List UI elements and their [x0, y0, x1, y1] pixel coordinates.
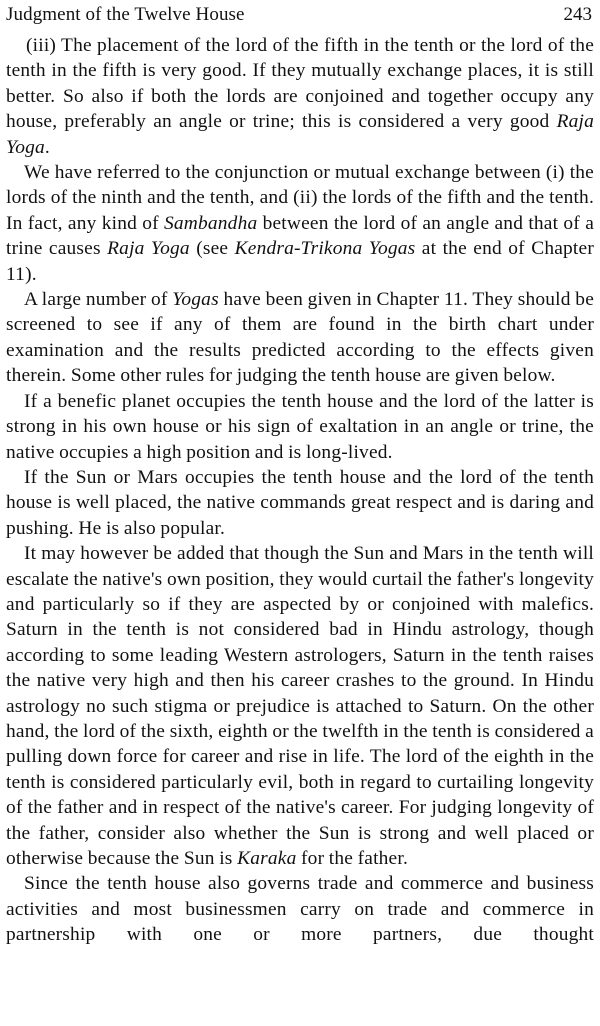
text-run: have been given in Chapter 11. They should be screened to see if any of them are found in the birth chart under examination and the results predicted according to the effects given therein. Some other rules for judging the tenth house are given below.	[6, 289, 594, 387]
text-run: (iii) The placement of the lord of the fifth in the tenth or the lord of the tenth in the fifth is very good. If they mutually exchange places, it is still better. So also if both the lords are conjoined and together occupy any house, preferably an angle or trine; this is considered a very good	[6, 35, 594, 133]
running-title: Judgment of the Twelve House	[6, 4, 245, 25]
paragraph-7	[6, 871, 594, 947]
italic-term: Raja Yoga	[6, 111, 594, 158]
page-number: 243	[563, 4, 592, 25]
paragraph-2	[6, 160, 594, 287]
italic-term: Yogas	[172, 289, 219, 311]
text-run: for the father.	[296, 848, 408, 869]
text-run: It may however be added that though the Sun and Mars in the tenth will escalate the native's own position, they would curtail the father's longevity and particularly so if they are aspected by or conjoined with malefics. Saturn in the tenth is not considered bad in Hindu astrology, though according to some leading Western astrologers, Saturn in the tenth raises the native very high and then his career crashes to the ground. In Hindu astrology no such stigma or prejudice is attached to Saturn. On the other hand, the lord of the sixth, eighth or the twelfth in the tenth is considered a pulling down force for career and rise in life. The lord of the eighth in the tenth is considered particularly evil, both in regard to curtailing longevity of the father and in respect of the native's career. For judging longevity of the father, consider also whether the Sun is strong and well placed or otherwise because the Sun is	[6, 543, 594, 869]
text-run: We have referred to the conjunction or mutual exchange between (i) the lords of the ninth and the tenth, and (ii) the lords of the fifth and the tenth. In fact, any kind of	[6, 162, 594, 234]
paragraph-1	[6, 33, 594, 160]
text-run: between the lord of an angle and that of a trine causes	[6, 212, 594, 260]
text-run: A large number of	[24, 289, 173, 311]
text-run: at the end of Chapter 11).	[6, 238, 594, 285]
italic-term: Sambandha	[164, 212, 258, 234]
italic-term: Karaka	[237, 848, 297, 869]
text-run: (see	[189, 238, 235, 260]
italic-term: Raja Yoga	[107, 238, 190, 260]
paragraph-3	[6, 287, 594, 389]
italic-term: Kendra-Trikona Yogas	[234, 238, 416, 260]
text-run: If the Sun or Mars occupies the tenth house and the lord of the tenth house is well placed, the native commands great respect and is daring and pushing. He is also popular.	[6, 466, 594, 539]
body-text	[6, 33, 594, 948]
paragraph-5	[6, 465, 594, 541]
paragraph-6	[6, 541, 594, 871]
text-run: .	[44, 136, 50, 158]
text-run: Since the tenth house also governs trade and commerce and business activities and most businessmen carry on trade and commerce in partnership with one or more partners, due thought	[6, 873, 594, 946]
running-header	[6, 2, 592, 28]
paragraph-4	[6, 389, 594, 465]
text-run: If a benefic planet occupies the tenth house and the lord of the latter is strong in his own house or his sign of exaltation in an angle or trine, the native occupies a high position and is long-lived.	[6, 390, 594, 463]
